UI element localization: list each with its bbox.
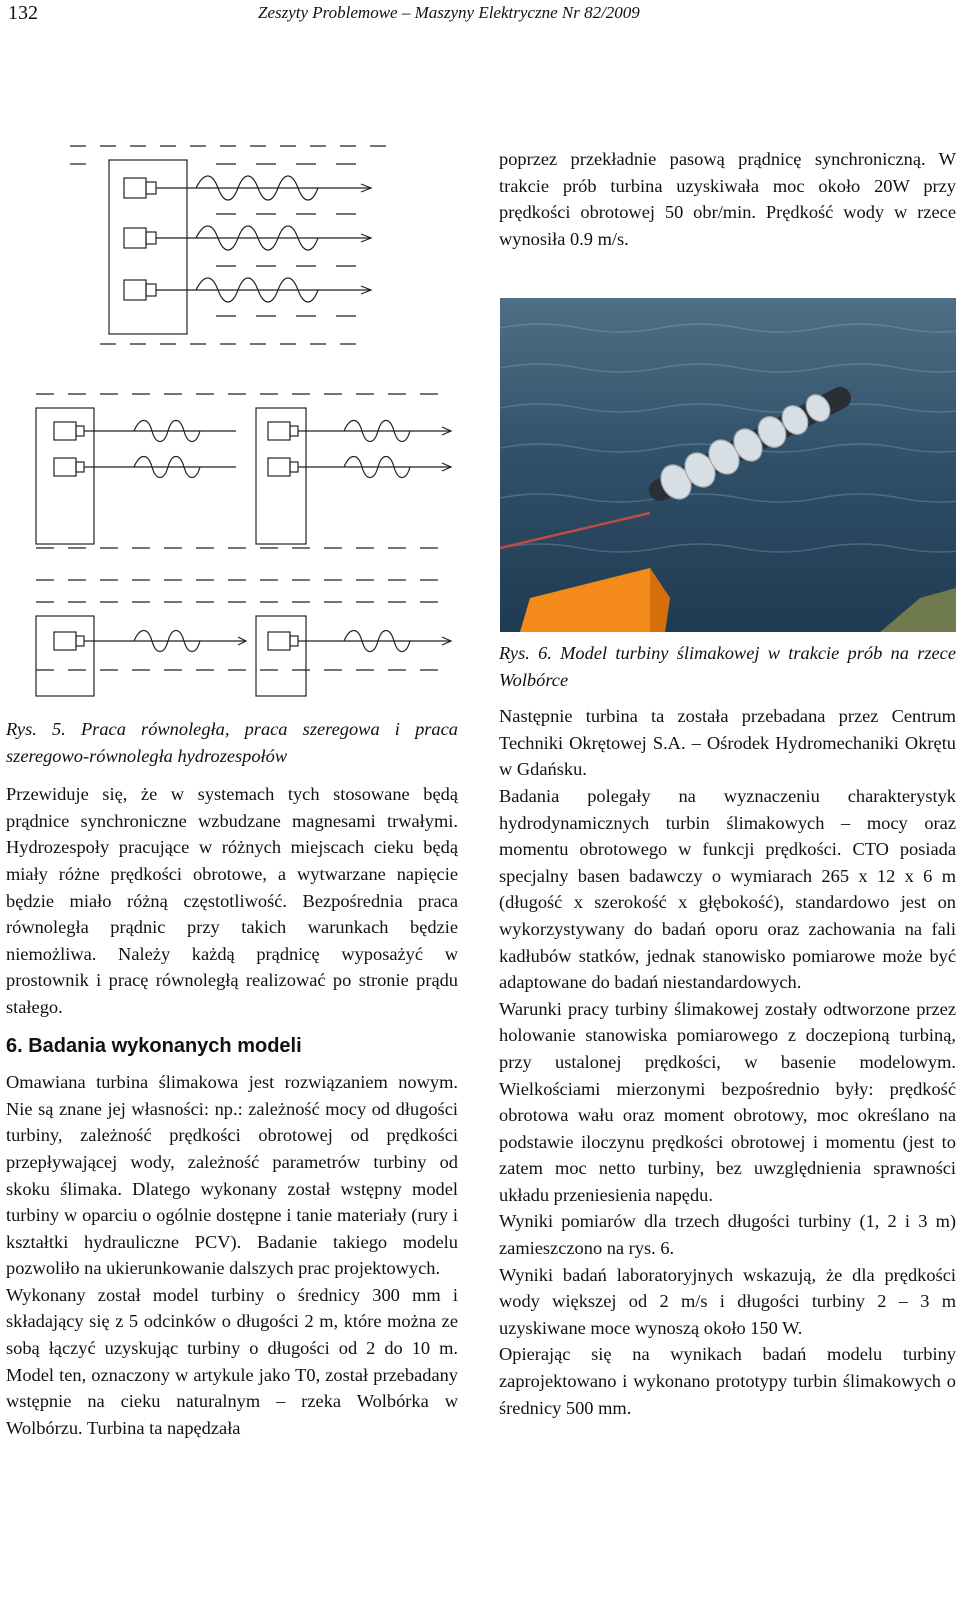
paragraph: Wyniki pomiarów dla trzech długości turbiny (1, 2 i 3 m) zamieszczono na rys. 6. xyxy=(499,1211,956,1259)
paragraph: Omawiana turbina ślimakowa jest rozwiązaniem nowym. Nie są znane jej własności: np.: zależność mocy od długości turbiny, zależność prędkości obrotowej od prędkości przepływającej wody, zależność parametrów turbiny od skoku ślimaka. Dlatego wykonany został wstępny model turbiny w oparciu o ogólnie dostępne i tanie materiały (rury i kształtki hydrauliczne PCV). Badanie takiego modelu pozwoliło na ukierunkowanie dalszych prac projektowych. xyxy=(6,1072,458,1279)
paragraph: Wykonany został model turbiny o średnicy 300 mm i składający się z 5 odcinków o długości 2 m, które można ze sobą łączyć uzyskując turbiny o długości od 2 do 10 m. Model ten, oznaczony w artykule jako T0, został przebadany wstępnie na cieku naturalnym – rzeka Wolbórka w Wolbórzu. Turbina ta napędzała xyxy=(6,1284,458,1438)
series-parallel-arrangement xyxy=(36,394,451,548)
figure-6-photo xyxy=(500,298,956,632)
paragraph: Warunki pracy turbiny ślimakowej zostały odtworzone przez holowanie stanowiska pomiarowego z doczepioną turbiną, przy ustalonej prędkości, w basenie modelowym. Wielkościami mierzonymi bezpośrednio były: prędkość obrotowa wału oraz moment obrotowy, moc określano na podstawie iloczynu prędkości obrotowej i momentu (jest to zatem moc netto turbiny, bez uwzględnienia sprawności układu przeniesienia napędu. xyxy=(499,998,956,1205)
left-column-body xyxy=(6,716,458,1441)
paragraph: Przewiduje się, że w systemach tych stosowane będą prądnice synchroniczne wzbudzane magnesami trwałymi. Hydrozespoły pracujące w różnych miejscach cieku będą miały różne prędkości obrotowe, a wytwarzane napięcie będzie miało różną częstotliwość. Bezpośrednia praca równoległa prądnic przy takich warunkach będzie niemożliwa. Należy każdą prądnicę wyposażyć w prostownik i pracę równoległą realizować po stronie prądu stałego. xyxy=(6,784,458,1017)
figure-5-caption: Rys. 5. Praca równoległa, praca szeregowa i praca szeregowo-równoległa hydrozespołów xyxy=(6,719,458,766)
journal-title: Zeszyty Problemowe – Maszyny Elektryczne Nr 82/2009 xyxy=(258,3,640,22)
right-column-body xyxy=(499,640,956,1421)
right-column-top xyxy=(499,146,956,252)
section-heading: 6. Badania wykonanych modeli xyxy=(6,1034,302,1057)
figure-5-diagram xyxy=(6,140,456,710)
paragraph: Badania polegały na wyznaczeniu charakterystyk hydrodynamicznych turbin ślimakowych – mocy oraz momentu obrotowego w funkcji prędkości. CTO posiada specjalny basen badawczy o wymiarach 265 x 12 x 6 m (długość x szerokość x głębokość), standardowo jest on wykorzystywany do badań oporu oraz zachowania na fali kadłubów statków, jednak stanowisko pomiarowe może być adaptowane do badań niestandardowych. xyxy=(499,785,956,993)
page-number: 132 xyxy=(8,2,38,24)
page-header xyxy=(0,0,960,28)
figure-6-caption: Rys. 6. Model turbiny ślimakowej w trakcie prób na rzece Wolbórce xyxy=(499,643,956,690)
paragraph: Opierając się na wynikach badań modelu turbiny zaprojektowano i wykonano prototypy turbin ślimakowych o średnicy 500 mm. xyxy=(499,1344,956,1418)
parallel-arrangement xyxy=(70,146,386,344)
paragraph: Następnie turbina ta została przebadana przez Centrum Techniki Okrętowej S.A. – Ośrodek Hydromechaniki Okrętu w Gdańsku. xyxy=(499,706,956,780)
continued-paragraph: poprzez przekładnie pasową prądnicę synchroniczną. W trakcie prób turbina uzyskiwała moc około 20W przy prędkości obrotowej 50 obr/min. Prędkość wody w rzece wynosiła 0.9 m/s. xyxy=(499,149,956,249)
series-arrangement xyxy=(36,580,451,696)
paragraph: Wyniki badań laboratoryjnych wskazują, że dla prędkości wody większej od 2 m/s i długości turbiny 2 – 3 m uzyskiwane moce wynoszą około 150 W. xyxy=(499,1264,956,1338)
